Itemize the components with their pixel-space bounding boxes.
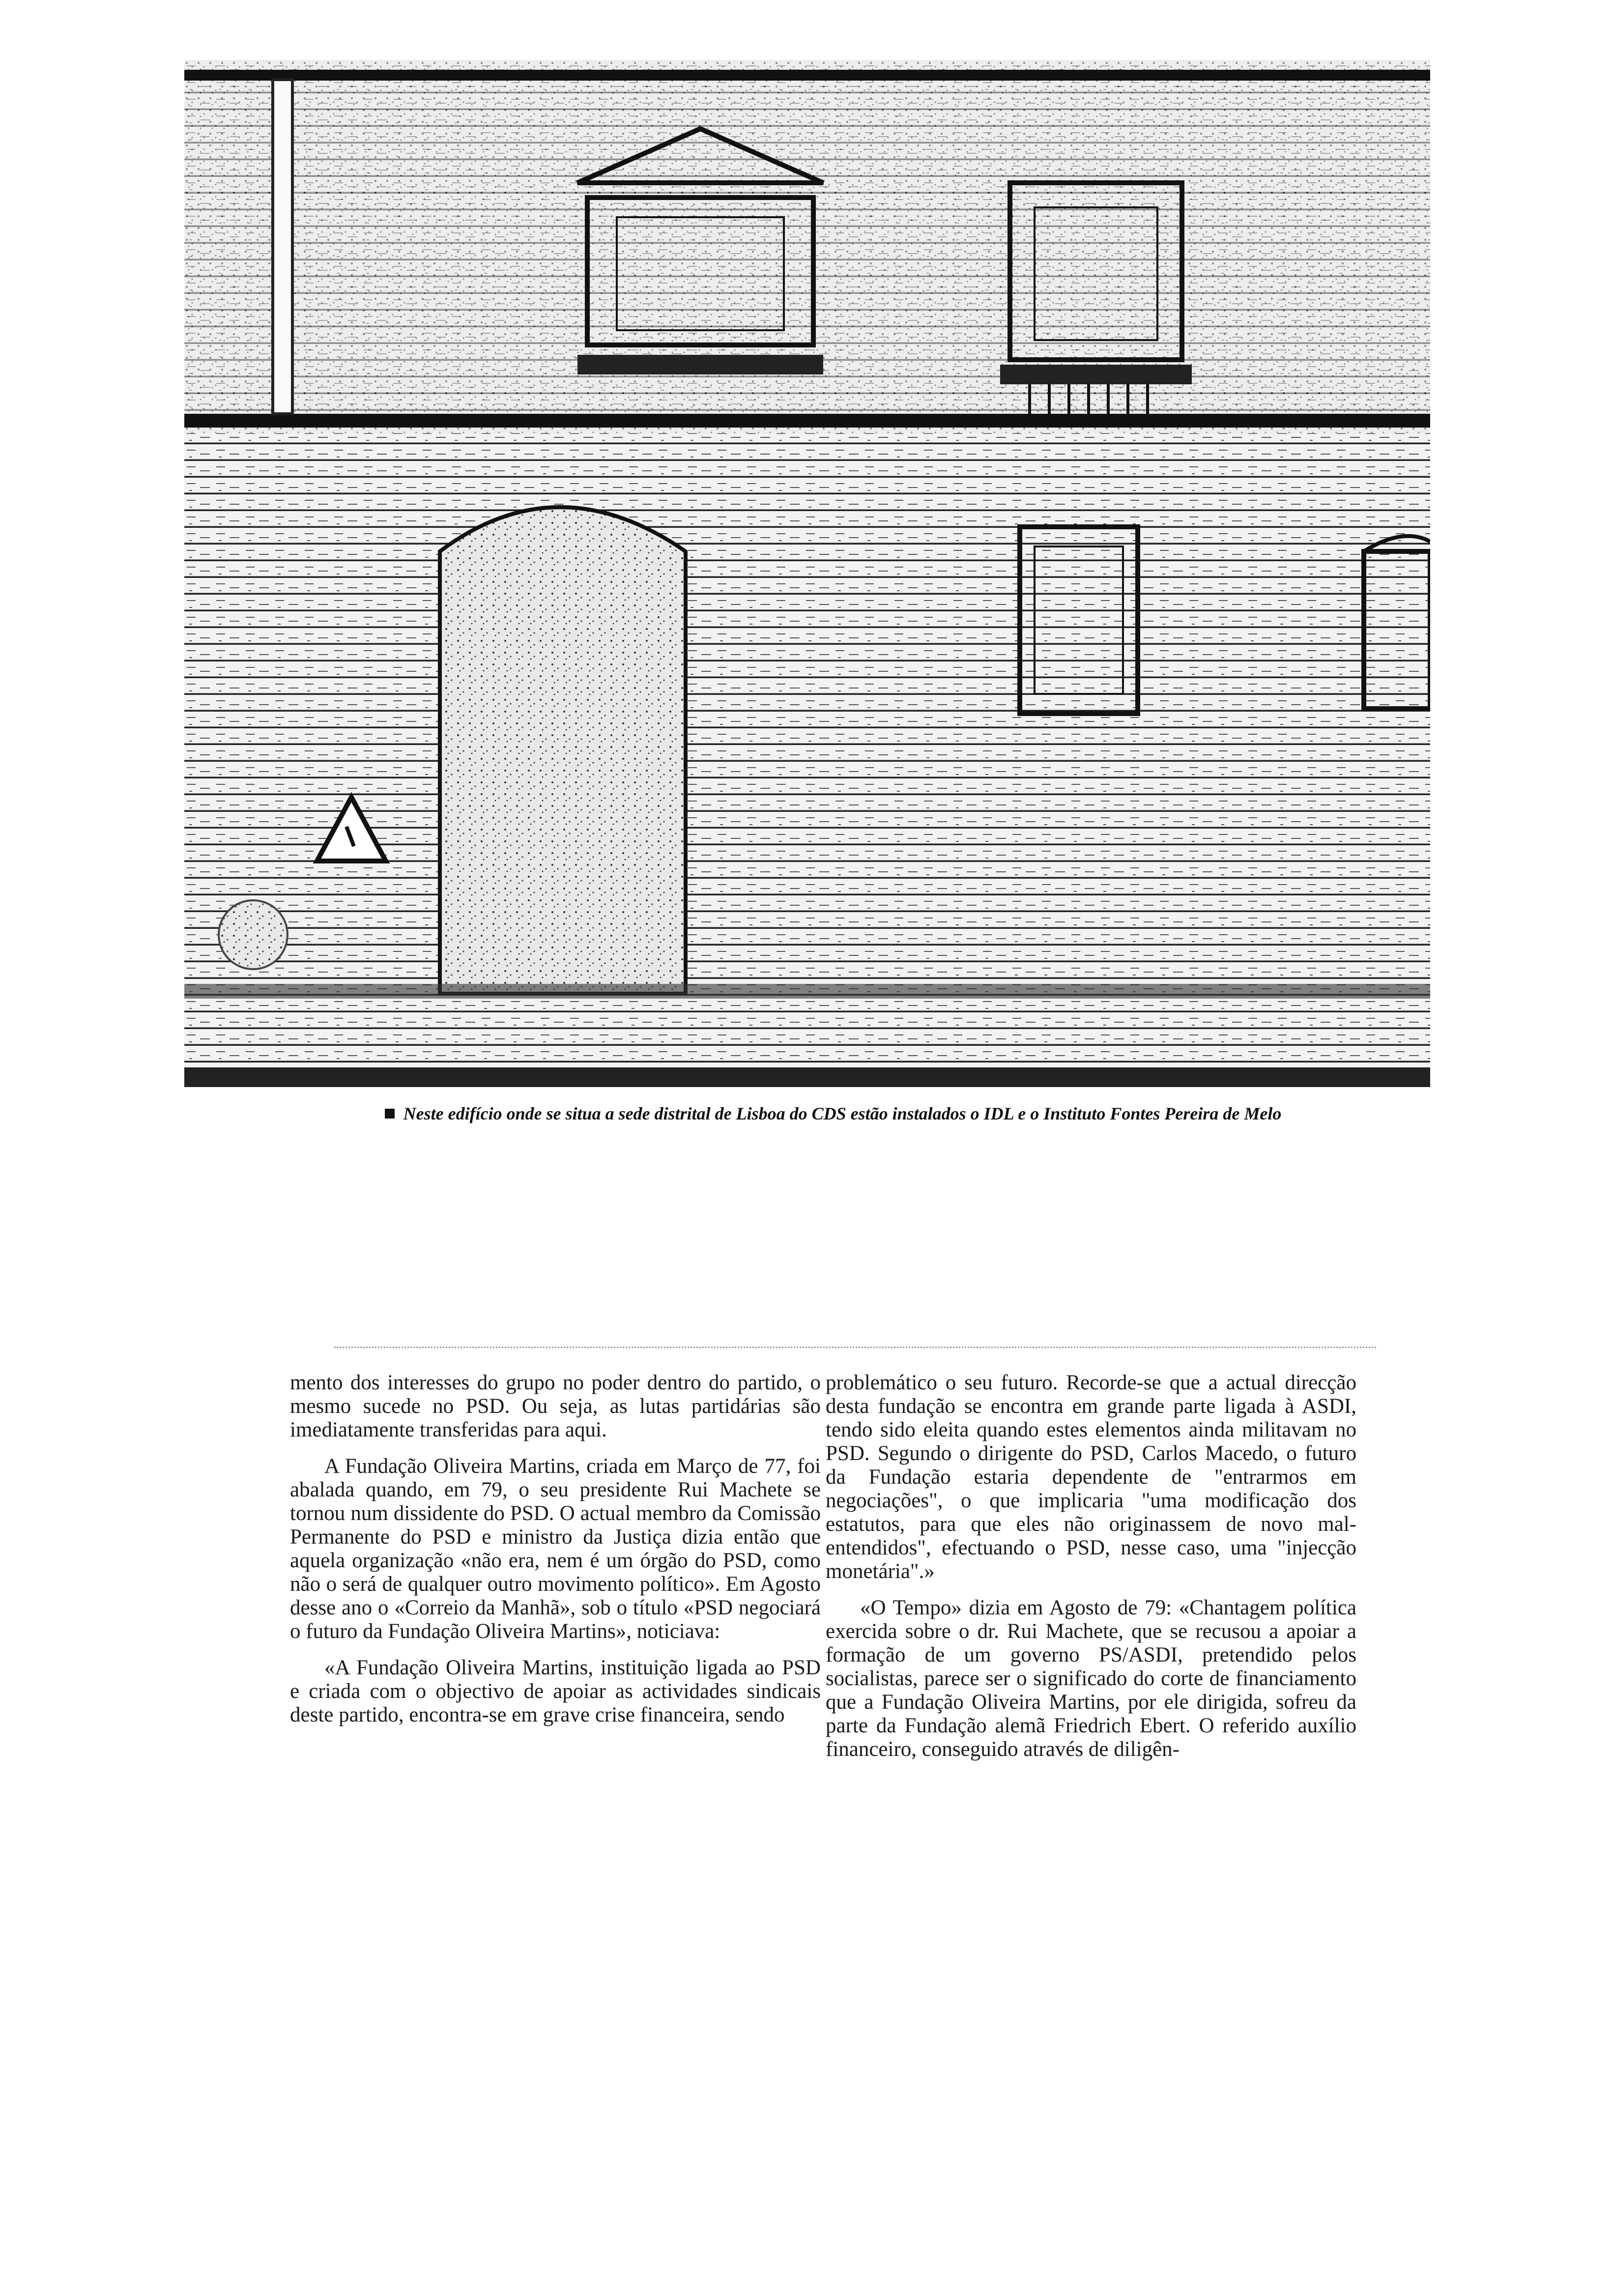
caption-text: Neste edifício onde se situa a sede distrital de Lisboa do CDS estão instalados o IDL e o Instituto Fontes Pereira de Melo (403, 1104, 1282, 1123)
paragraph: «A Fundação Oliveira Martins, instituição ligada ao PSD e criada com o objectivo de apoiar as actividades sindicais deste partido, encontra-se em grave crise financeira, sendo (290, 1656, 821, 1726)
photo-caption (283, 1101, 1383, 1126)
paragraph: «O Tempo» dizia em Agosto de 79: «Chantagem política exercida sobre o dr. Rui Machete, que se recusou a apoiar a formação de um governo PS/ASDI, pretendido pelos socialistas, parece ser o significado do corte de financiamento que a Fundação Oliveira Martins, por ele dirigida, sofreu da parte da Fundação alemã Friedrich Ebert. O referido auxílio financeiro, conseguido através de diligên- (826, 1596, 1356, 1761)
article-right-column (826, 1371, 1356, 1774)
building-facade-illustration (184, 60, 1430, 1087)
paragraph: mento dos interesses do grupo no poder dentro do partido, o mesmo sucede no PSD. Ou seja, as lutas partidárias são imediatamente transferidas para aqui. (290, 1371, 821, 1441)
paragraph: A Fundação Oliveira Martins, criada em Março de 77, foi abalada quando, em 79, o seu presidente Rui Machete se tornou num dissidente do PSD. O actual membro da Comissão Permanente do PSD e ministro da Justiça dizia então que aquela organização «não era, nem é um órgão do PSD, como não o será de qualquer outro movimento político». Em Agosto desse ano o «Correio da Manhã», sob o título «PSD negociará o futuro da Fundação Oliveira Martins», noticiava: (290, 1455, 821, 1643)
paragraph: problemático o seu futuro. Recorde-se que a actual direcção desta fundação se encontra em grande parte ligada à ASDI, tendo sido eleita quando estes elementos ainda militavam no PSD. Segundo o dirigente do PSD, Carlos Macedo, o futuro da Fundação estaria dependente de "entrarmos em negociações", o que implicaria "uma modificação dos estatutos, para que eles não originassem de novo mal-entendidos", efectuando o PSD, nesse caso, uma "injecção monetária".» (826, 1371, 1356, 1583)
article-left-column (290, 1371, 821, 1740)
bullet-square-icon (385, 1109, 395, 1119)
building-photo (184, 60, 1430, 1087)
column-divider-rule (334, 1347, 1376, 1349)
